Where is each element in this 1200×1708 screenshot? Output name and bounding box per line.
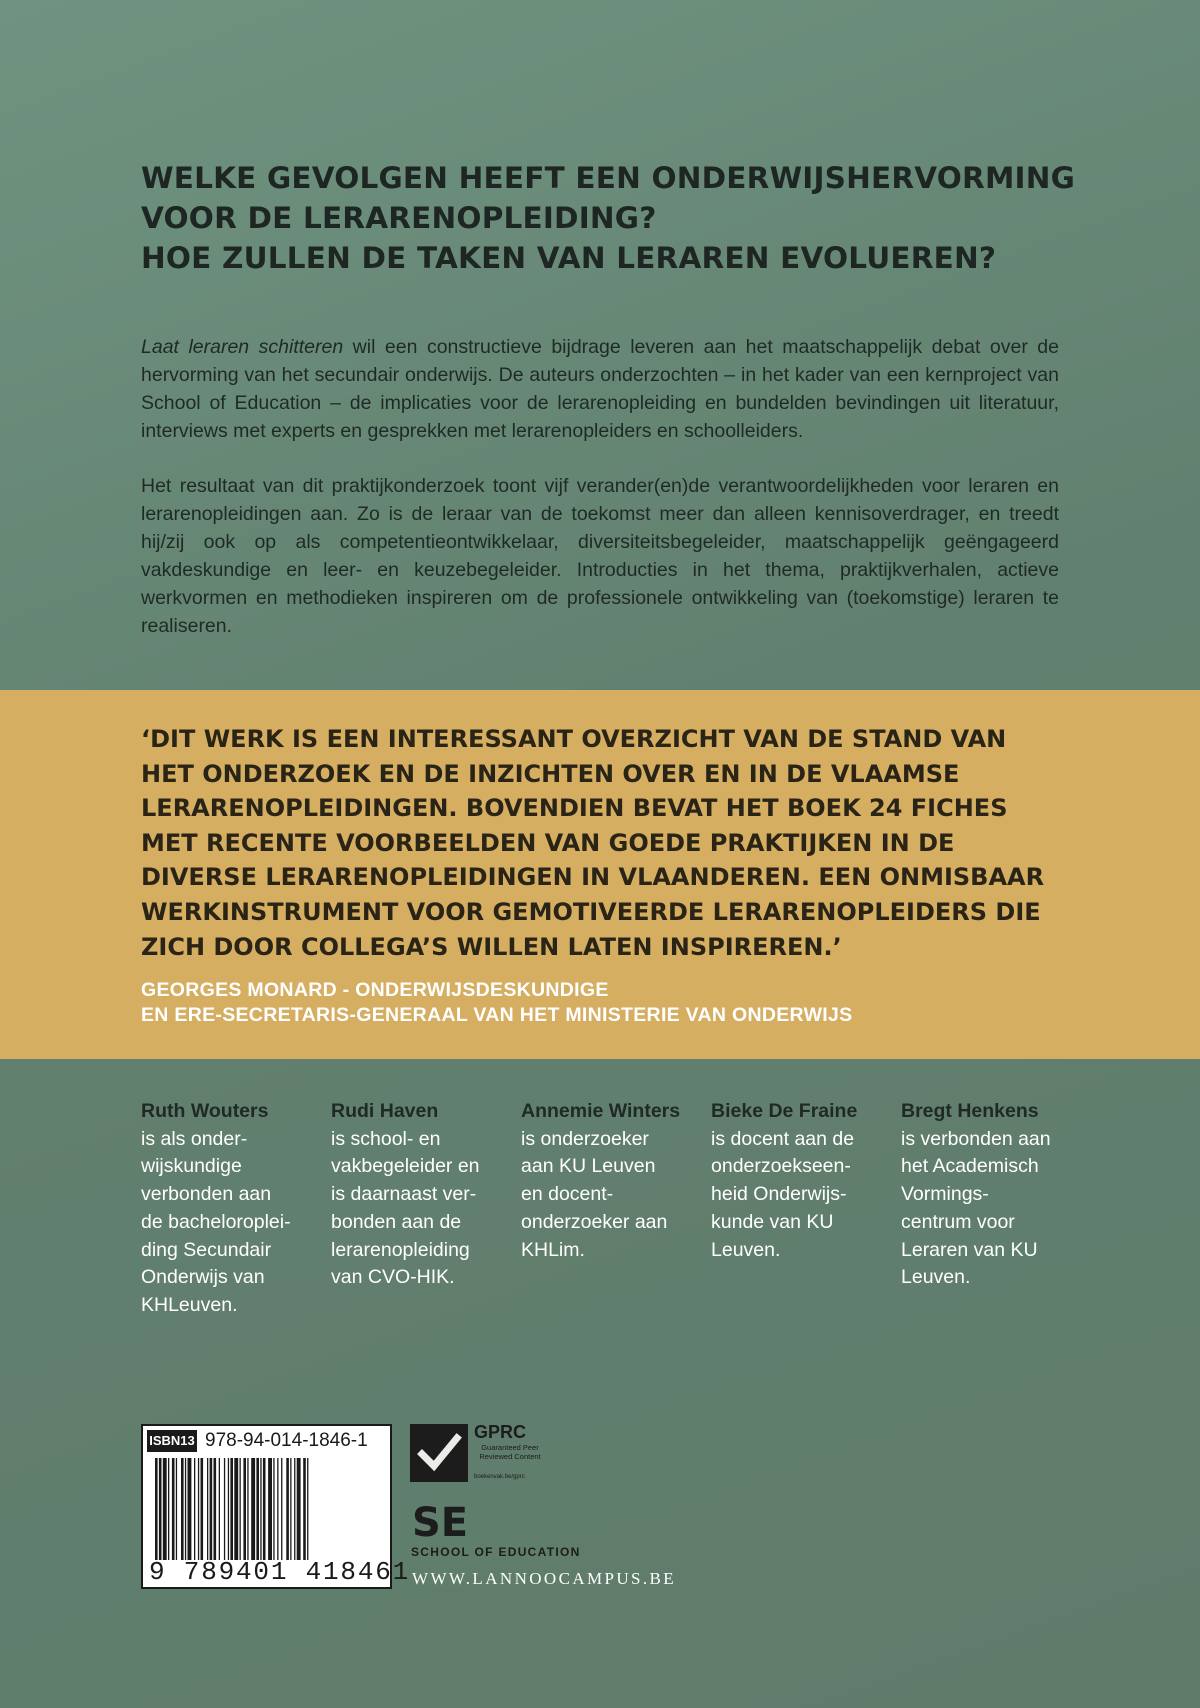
bio-line: KHLeuven. xyxy=(141,1293,238,1316)
author-bio xyxy=(521,1098,706,1264)
barcode-bar xyxy=(273,1458,274,1560)
barcode-bars xyxy=(151,1458,383,1560)
barcode-bar xyxy=(176,1458,177,1560)
quote-line: ‘DIT WERK IS EEN INTERESSANT OVERZICHT VAN DE STAND VAN xyxy=(141,725,1007,753)
endorsement-quote xyxy=(141,722,1141,964)
barcode-bar xyxy=(286,1458,289,1560)
barcode-bar xyxy=(260,1458,261,1560)
barcode-bar xyxy=(201,1458,204,1560)
author-bio xyxy=(901,1098,1086,1292)
bio-line: centrum voor xyxy=(901,1210,1015,1233)
quote-line: WERKINSTRUMENT VOOR GEMOTIVEERDE LERARENOPLEIDERS DIE xyxy=(141,897,1041,926)
bio-line: is daarnaast ver- xyxy=(331,1183,477,1206)
barcode-bar xyxy=(303,1458,306,1560)
bio-line: verbonden aan xyxy=(141,1183,272,1206)
bio-line: Onderwijs van xyxy=(141,1266,265,1289)
bio-line: onderzoeker aan xyxy=(521,1210,668,1233)
bio-line: vakbegeleider en xyxy=(331,1155,480,1178)
bio-line: aan KU Leuven xyxy=(521,1155,656,1178)
bio-line: de bacheloroplei- xyxy=(141,1210,291,1233)
headline-line-2: VOOR DE LERARENOPLEIDING? xyxy=(141,201,657,235)
bio-line: is docent aan de xyxy=(711,1127,855,1150)
barcode-bar xyxy=(240,1458,241,1560)
quote-line: LERARENOPLEIDINGEN. BOVENDIEN BEVAT HET BOEK 24 FICHES xyxy=(141,794,1008,823)
quote-line: HET ONDERZOEK EN DE INZICHTEN OVER EN IN DE VLAAMSE xyxy=(141,759,960,788)
author-name: Ruth Wouters xyxy=(141,1100,269,1122)
barcode-bar xyxy=(228,1458,229,1560)
author-bio xyxy=(711,1098,896,1264)
bio-line: heid Onderwijs- xyxy=(711,1183,847,1206)
barcode-bar xyxy=(251,1458,255,1560)
bio-line: Leraren van KU xyxy=(901,1238,1038,1261)
barcode-bar xyxy=(243,1458,246,1560)
barcode-bar xyxy=(219,1458,220,1560)
bio-line: KHLim. xyxy=(521,1238,585,1261)
barcode-bar xyxy=(281,1458,282,1560)
school-of-education-logo-icon xyxy=(412,1496,472,1544)
quote-line: MET RECENTE VOORBEELDEN VAN GOEDE PRAKTIJKEN IN DE xyxy=(141,828,955,857)
bio-line: Leuven. xyxy=(901,1266,971,1289)
book-title-italic: Laat leraren schitteren xyxy=(141,336,344,358)
barcode-bar xyxy=(207,1458,208,1560)
headline xyxy=(141,158,1101,278)
bio-line: Leuven. xyxy=(711,1238,781,1261)
headline-line-1: WELKE GEVOLGEN HEEFT EEN ONDERWIJSHERVORMING xyxy=(141,161,1076,195)
bio-line: kunde van KU xyxy=(711,1210,834,1233)
isbn-label: ISBN13 xyxy=(147,1430,197,1452)
barcode-bar xyxy=(234,1458,238,1560)
bio-line: is school- en xyxy=(331,1127,441,1150)
barcode-bar xyxy=(155,1458,158,1560)
bio-line: van CVO-HIK. xyxy=(331,1266,455,1289)
intro-paragraph-2: Het resultaat van dit praktijkonderzoek toont vijf verander(en)de verantwoordelijkheden voor leraren en lerarenopleidingen aan. Zo is de leraar van de toekomst meer dan alleen kennisoverdrager, en treedt hij/zij ook op als competentieontwikkelaar, diversiteitsbegeleider, maatschappelijk geëngageerd vakdeskundige en leer- en keuzebegeleider. Introducties in het thema, praktijkverhalen, actieve werkvormen en methodieken inspireren om de professionele ontwikkeling van (toekomstige) leraren te realiseren. xyxy=(141,475,1059,637)
barcode-bar xyxy=(181,1458,184,1560)
bio-line: ding Secundair xyxy=(141,1238,272,1261)
author-name: Bregt Henkens xyxy=(901,1100,1039,1122)
bio-line: wijskundige xyxy=(141,1155,242,1178)
barcode-bar xyxy=(247,1458,248,1560)
headline-line-3: HOE ZULLEN DE TAKEN VAN LERAREN EVOLUEREN? xyxy=(141,241,997,275)
bio-line: is onderzoeker xyxy=(521,1127,649,1150)
barcode-bar xyxy=(263,1458,266,1560)
barcode-bar xyxy=(294,1458,295,1560)
gprc-title: GPRC xyxy=(474,1422,527,1442)
school-of-education-label: SCHOOL OF EDUCATION xyxy=(411,1545,581,1559)
quote-line: ZICH DOOR COLLEGA’S WILLEN LATEN INSPIREREN.’ xyxy=(141,932,842,961)
isbn-barcode xyxy=(141,1424,411,1589)
checkmark-icon xyxy=(410,1424,468,1482)
bio-line: is verbonden aan xyxy=(901,1127,1051,1150)
gprc-url: boekenvak.be/gprc xyxy=(474,1474,525,1480)
gprc-badge xyxy=(410,1424,550,1486)
author-name: Rudi Haven xyxy=(331,1100,439,1122)
bio-line: Vormings- xyxy=(901,1183,989,1206)
author-bio xyxy=(141,1098,326,1320)
isbn-number: 978-94-014-1846-1 xyxy=(205,1430,368,1451)
barcode-bar xyxy=(297,1458,301,1560)
intro-paragraph-1-text: wil een constructieve bijdrage leveren aan het maatschappelijk debat over de hervorming van het secundair onderwijs. De auteurs onderzochten – in het kader van een kernproject van School of Education – de implicaties voor de lerarenopleiding en bundelden bevindingen uit literatuur, interviews met experts en gesprekken met lerarenopleiders en schoolleiders. xyxy=(141,336,1059,442)
barcode-bar xyxy=(168,1458,169,1560)
attribution-line: GEORGES MONARD - ONDERWIJSDESKUNDIGE xyxy=(141,979,609,1001)
barcode-bar xyxy=(198,1458,199,1560)
author-name: Bieke De Fraine xyxy=(711,1100,858,1122)
bio-line: is als onder- xyxy=(141,1127,248,1150)
barcode-bar xyxy=(230,1458,233,1560)
barcode-bar xyxy=(185,1458,186,1560)
barcode-bar xyxy=(290,1458,291,1560)
author-bio xyxy=(331,1098,516,1292)
barcode-bar xyxy=(214,1458,217,1560)
barcode-bar xyxy=(256,1458,259,1560)
bio-line: onderzoekseen- xyxy=(711,1155,851,1178)
barcode-bar xyxy=(224,1458,225,1560)
attribution-line: EN ERE-SECRETARIS-GENERAAL VAN HET MINISTERIE VAN ONDERWIJS xyxy=(141,1004,853,1026)
author-bios xyxy=(141,1098,1101,1316)
logo-letters: SE xyxy=(412,1500,469,1544)
barcode-bar xyxy=(172,1458,175,1560)
barcode-bar xyxy=(188,1458,192,1560)
quote-line: DIVERSE LERARENOPLEIDINGEN IN VLAANDEREN. EEN ONMISBAAR xyxy=(141,863,1045,892)
bio-line: bonden aan de xyxy=(331,1210,462,1233)
quote-attribution xyxy=(141,978,1141,1028)
bio-line: het Academisch xyxy=(901,1155,1039,1178)
gprc-subtitle: Guaranteed Peer Reviewed Content xyxy=(479,1443,541,1461)
barcode-bar xyxy=(159,1458,162,1560)
barcode-bar xyxy=(277,1458,278,1560)
intro-paragraph-1 xyxy=(141,333,1059,445)
bio-line: en docent- xyxy=(521,1183,614,1206)
publisher-website: WWW.LANNOOCAMPUS.BE xyxy=(412,1569,677,1588)
author-name: Annemie Winters xyxy=(521,1100,681,1122)
barcode-bar xyxy=(307,1458,308,1560)
barcode-bar xyxy=(163,1458,167,1560)
barcode-bar xyxy=(268,1458,272,1560)
barcode-bar xyxy=(210,1458,213,1560)
bio-line: lerarenopleiding xyxy=(331,1238,470,1261)
barcode-bar xyxy=(194,1458,195,1560)
ean-digits: 9 789401 418461 xyxy=(149,1557,411,1587)
